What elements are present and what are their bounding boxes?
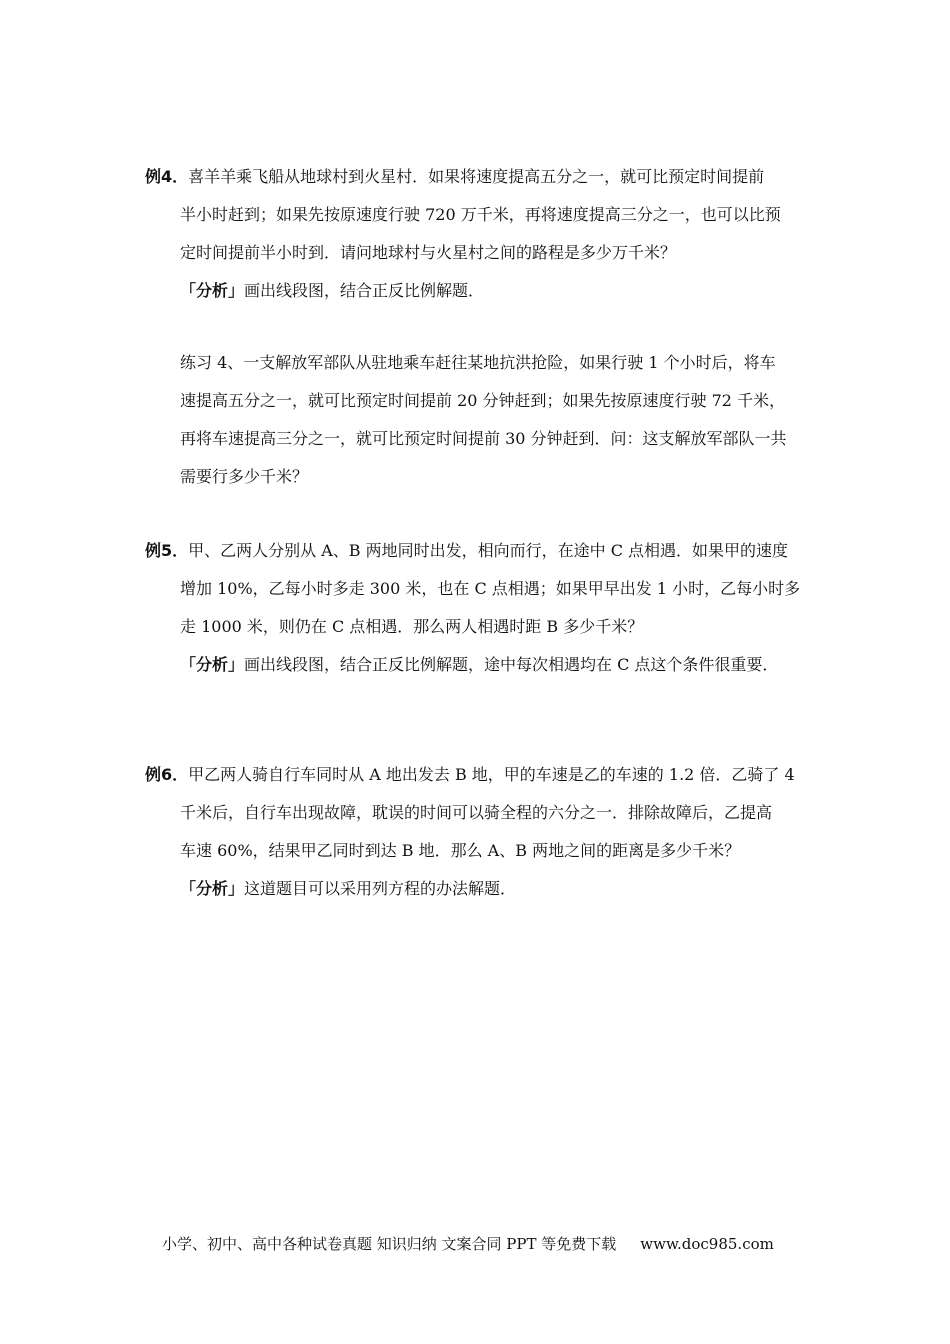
- example-5-analysis: [145, 646, 810, 684]
- example-4: [145, 158, 810, 310]
- analysis-text: 画出线段图，结合正反比例解题．: [244, 281, 485, 300]
- example-4-line-1: 喜羊羊乘飞船从地球村到火星村．如果将速度提高五分之一，就可比预定时间提前: [188, 167, 765, 186]
- example-6: [145, 756, 810, 908]
- example-6-label: 例6．: [145, 765, 189, 784]
- footer-text: 小学、初中、高中各种试卷真题 知识归纳 文案合同 PPT 等免费下载: [162, 1235, 617, 1253]
- example-4-analysis: [145, 272, 810, 310]
- example-6-analysis: [145, 870, 810, 908]
- practice-4-line-4: 需要行多少千米？: [180, 467, 309, 486]
- page-footer: [162, 1233, 774, 1254]
- example-6-line-2: 千米后，自行车出现故障，耽误的时间可以骑全程的六分之一．排除故障后，乙提高: [180, 803, 773, 822]
- example-5-line-1: 甲、乙两人分别从 A、B 两地同时出发，相向而行，在途中 C 点相遇．如果甲的速度: [188, 541, 789, 560]
- example-4-first-line: [145, 158, 810, 196]
- practice-4: [180, 344, 810, 496]
- example-4-line-3: 定时间提前半小时到．请问地球村与火星村之间的路程是多少万千米？: [180, 243, 677, 262]
- example-4-label: 例4．: [145, 167, 189, 186]
- analysis-text: 画出线段图，结合正反比例解题，途中每次相遇均在 C 点这个条件很重要．: [244, 655, 779, 674]
- example-6-line-1: 甲乙两人骑自行车同时从 A 地出发去 B 地，甲的车速是乙的车速的 1.2 倍．乙骑了 4: [188, 765, 795, 784]
- example-5: [145, 532, 810, 684]
- analysis-text: 这道题目可以采用列方程的办法解题．: [244, 879, 517, 898]
- example-5-line-2: 增加 10%，乙每小时多走 300 米，也在 C 点相遇；如果甲早出发 1 小时，乙每小时多: [180, 579, 801, 598]
- analysis-tag: 「分析」: [180, 655, 245, 674]
- example-6-first-line: [145, 756, 810, 794]
- example-6-line-3: 车速 60%，结果甲乙同时到达 B 地．那么 A、B 两地之间的距离是多少千米？: [180, 841, 741, 860]
- footer-url[interactable]: www.doc985.com: [640, 1235, 774, 1253]
- practice-4-line-2: 速提高五分之一，就可比预定时间提前 20 分钟赶到；如果先按原速度行驶 72 千米，: [180, 391, 786, 410]
- example-5-first-line: [145, 532, 810, 570]
- analysis-tag: 「分析」: [180, 281, 245, 300]
- example-5-label: 例5．: [145, 541, 189, 560]
- example-5-line-3: 走 1000 米，则仍在 C 点相遇．那么两人相遇时距 B 多少千米？: [180, 617, 644, 636]
- practice-4-line-1: 练习 4、一支解放军部队从驻地乘车赶往某地抗洪抢险，如果行驶 1 个小时后，将车: [180, 353, 776, 372]
- example-4-line-2: 半小时赶到；如果先按原速度行驶 720 万千米，再将速度提高三分之一，也可以比预: [180, 205, 781, 224]
- analysis-tag: 「分析」: [180, 879, 245, 898]
- practice-4-line-3: 再将车速提高三分之一，就可比预定时间提前 30 分钟赶到．问：这支解放军部队一共: [180, 429, 787, 448]
